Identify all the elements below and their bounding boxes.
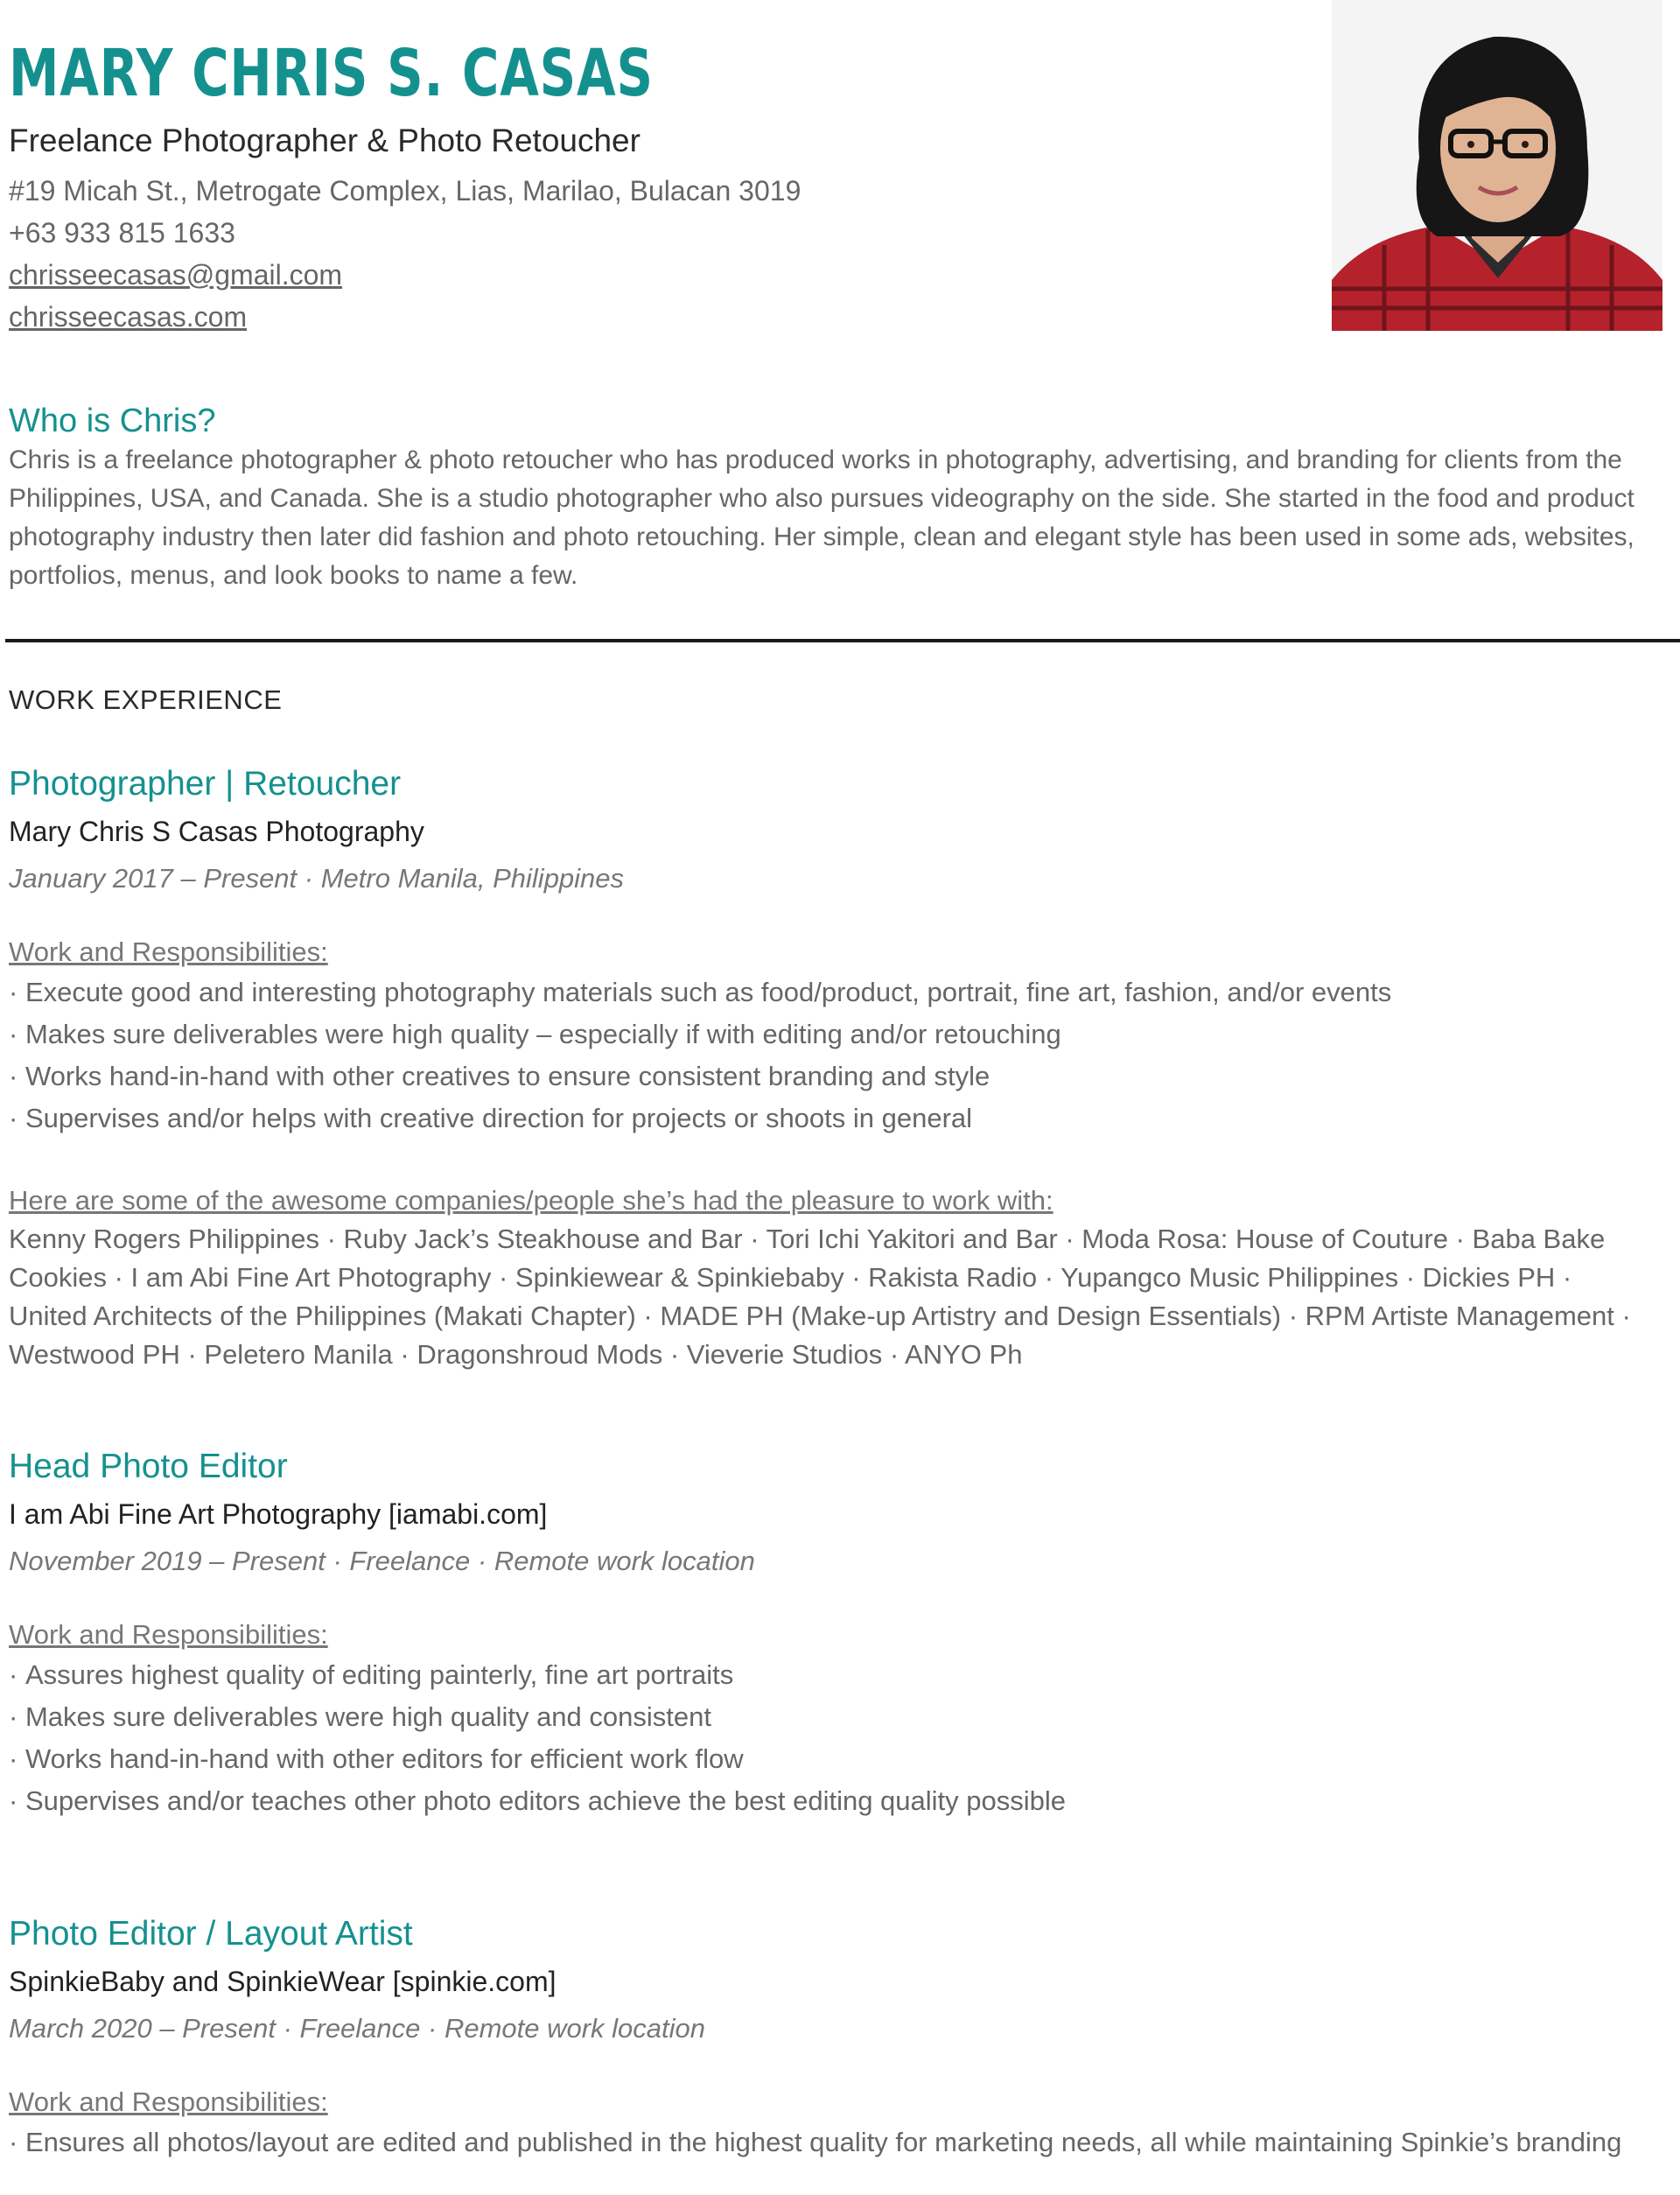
about-body: Chris is a freelance photographer & photo retoucher who has produced works in photography, advertising, and branding for clients from the Philippines, USA, and Canada. She is a studio photographer who also pursues videography on the side. She started in the food and product photography industry then later did fashion and photo retouching. Her simple, clean and elegant style has been used in some ads, websites, portfolios, menus, and look books to name a few. [9, 445, 1634, 590]
work-experience-heading: WORK EXPERIENCE [9, 684, 283, 715]
responsibility-item: · Assures highest quality of editing painterly, fine art portraits [9, 1654, 1654, 1696]
headline: Freelance Photographer & Photo Retoucher [9, 123, 640, 158]
responsibility-item: · Supervises and/or teaches other photo editors achieve the best editing quality possible [9, 1780, 1654, 1822]
about-heading: Who is Chris? [9, 403, 216, 439]
clients-list: Kenny Rogers Philippines · Ruby Jack’s Steakhouse and Bar · Tori Ichi Yakitori and Bar · Moda Rosa: House of Couture · Baba Bake Cookies · I am Abi Fine Art Photography · Spinkiewear & Spinkiebaby · Rakista Radio · Yupangco Music Philippines · Dickies PH · United Architects of the Philippines (Makati Chapter) · MADE PH (Make-up Artistry and Design Essentials) · RPM Artiste Management · Westwood PH · Peletero Manila · Dragonshroud Mods · Vieverie Studios · ANYO Ph [9, 1224, 1631, 1370]
responsibility-item: · Ensures all photos/layout are edited and published in the highest quality for marketing needs, all while maintaining Spinkie’s branding [9, 2121, 1654, 2163]
profile-photo [1332, 0, 1662, 331]
job-meta: January 2017 – Present · Metro Manila, Philippines [9, 863, 625, 894]
job-meta: March 2020 – Present · Freelance · Remote work location [9, 2013, 706, 2044]
job-entry [9, 1446, 1654, 1822]
about-section [9, 401, 1654, 595]
job-title: Photo Editor / Layout Artist [9, 1915, 413, 1953]
job-company: Mary Chris S Casas Photography [9, 816, 424, 847]
job-title: Head Photo Editor [9, 1448, 288, 1485]
profile-photo-illustration [1332, 0, 1662, 331]
responsibilities-label: Work and Responsibilities: [9, 936, 328, 967]
responsibility-item: · Works hand-in-hand with other editors for efficient work flow [9, 1738, 1654, 1780]
responsibility-item: · Works hand-in-hand with other creatives to ensure consistent branding and style [9, 1055, 1654, 1098]
job-meta: November 2019 – Present · Freelance · Remote work location [9, 1546, 755, 1576]
responsibilities-list [9, 1654, 1654, 1822]
resume-header [9, 35, 1286, 338]
email-link[interactable]: chrisseecasas@gmail.com [9, 259, 343, 291]
person-name: MARY CHRIS S. CASAS [9, 36, 654, 111]
responsibilities-list [9, 2121, 1654, 2163]
responsibilities-list [9, 971, 1654, 1140]
phone: +63 933 815 1633 [9, 217, 235, 249]
address: #19 Micah St., Metrogate Complex, Lias, Marilao, Bulacan 3019 [9, 175, 802, 207]
responsibilities-label: Work and Responsibilities: [9, 2086, 328, 2117]
clients-label: Here are some of the awesome companies/people she’s had the pleasure to work with: [9, 1185, 1054, 1216]
job-entry [9, 1913, 1654, 2163]
responsibilities-label: Work and Responsibilities: [9, 1619, 328, 1650]
responsibility-item: · Makes sure deliverables were high quality – especially if with editing and/or retouching [9, 1013, 1654, 1055]
job-company: SpinkieBaby and SpinkieWear [spinkie.com] [9, 1966, 556, 1997]
section-divider [5, 639, 1680, 642]
contact-block [9, 170, 1286, 338]
responsibility-item: · Execute good and interesting photography materials such as food/product, portrait, fine art, fashion, and/or events [9, 971, 1654, 1013]
responsibility-item: · Supervises and/or helps with creative direction for projects or shoots in general [9, 1098, 1654, 1140]
responsibility-item: · Makes sure deliverables were high quality and consistent [9, 1696, 1654, 1738]
job-company: I am Abi Fine Art Photography [iamabi.com] [9, 1498, 548, 1530]
website-link[interactable]: chrisseecasas.com [9, 301, 248, 333]
job-title: Photographer | Retoucher [9, 765, 402, 803]
job-entry [9, 763, 1654, 1374]
